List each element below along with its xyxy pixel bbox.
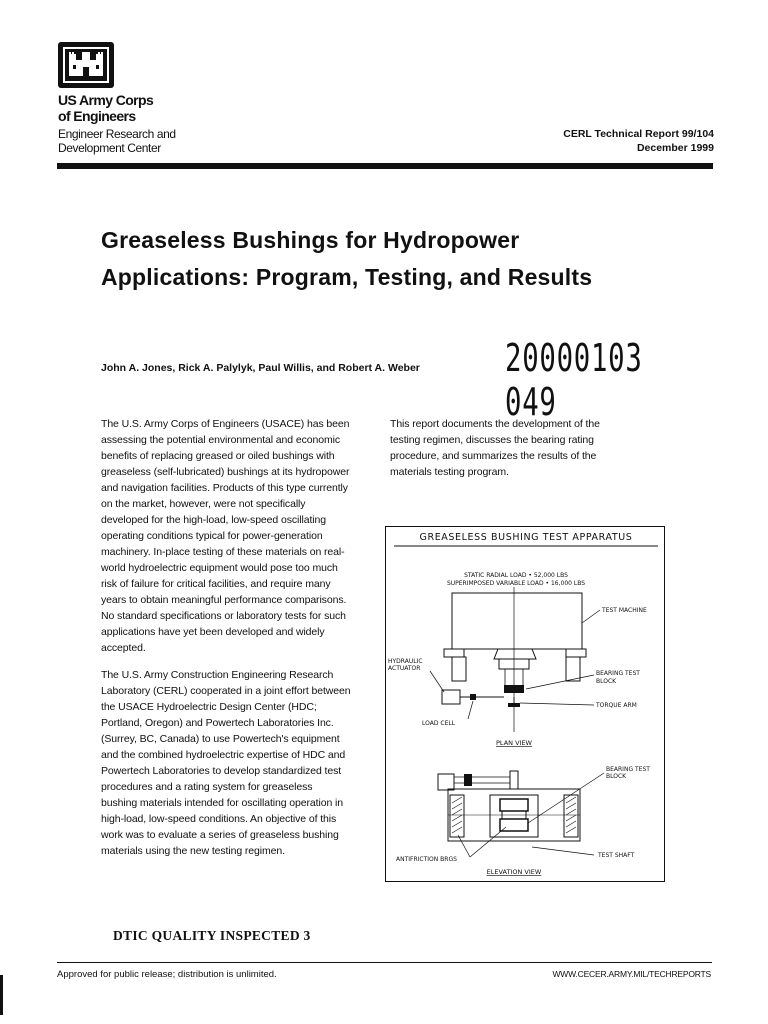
paragraph-intro: The U.S. Army Corps of Engineers (USACE) has been assessing the potential environmental and economic benefits of replacing greased or oiled bushings with greaseless (self-lubricated) bushings at its hydropower and navigation facilities. Products of this type currently on the market, however, were not specifically developed for the high-load, low-speed oscillating operating conditions typical for power-generation machinery. In-place testing of these materials on real-world hydroelectric equipment would pose too much risk of failure for critical facilities, and require many years to obtain meaningful performance comparisons. No standard specifications or laboratory tests for such applications have yet been developed and widely accepted. [101,418,350,654]
dtic-inspection-stamp: DTIC QUALITY INSPECTED 3 [113,928,311,943]
test-apparatus-figure [385,526,665,882]
left-column [101,416,351,870]
authors: John A. Jones, Rick A. Palylyk, Paul Willis, and Robert A. Weber [101,362,420,374]
agency-name-line1: US Army Corps [58,92,154,108]
footer-rule [57,962,712,963]
bearing-test-block-label-elev-1: BEARING TEST [606,766,650,773]
bearing-test-block-label-plan-1: BEARING TEST [596,670,640,677]
scan-edge-mark [0,975,3,1015]
antifriction-bearings-label: ANTIFRICTION BRGS [396,856,457,863]
actuator-label: ACTUATOR [388,665,421,672]
figure-title: GREASELESS BUSHING TEST APPARATUS [419,532,633,543]
paragraph-cerl: The U.S. Army Construction Engineering Research Laboratory (CERL) cooperated in a joint effort between the USACE Hydroelectric Design Center (HDC; Portland, Oregon) and Powertech Laboratories Inc. (Surrey, BC, Canada) to use Powertech's equipment and the combined hydroelectric expertise of HDC and Powertech Laboratories to develop standardized test procedures and a rating system for greaseless bushing materials intended for oscillating operation in high-load, low-speed conditions. An objective of this work was to evaluate a series of greaseless bushing materials using the new testing regimen. [101,669,351,857]
report-title: Greaseless Bushings for Hydropower Applications: Program, Testing, and Results [101,227,593,290]
center-name-line2: Development Center [58,141,161,155]
report-date: December 1999 [636,142,714,154]
torque-arm-label: TORQUE ARM [596,702,637,709]
variable-load-label: SUPERIMPOSED VARIABLE LOAD • 16,000 LBS [446,580,586,587]
load-cell-label: LOAD CELL [422,720,456,727]
distribution-statement: Approved for public release; distribution is unlimited. [57,969,277,980]
right-column [390,416,630,491]
hydraulic-label: HYDRAULIC [388,658,423,665]
footer-url-link[interactable]: WWW.CECER.ARMY.MIL/TECHREPORTS [552,969,711,979]
paragraph-summary: This report documents the development of the testing regimen, discusses the bearing rating procedure, and summarizes the results of the materials testing program. [390,418,600,478]
test-machine-label: TEST MACHINE [602,607,647,614]
static-load-label: STATIC RADIAL LOAD • 52,000 LBS [464,572,568,579]
agency-name-line2: of Engineers [58,108,136,124]
plan-view-label: PLAN VIEW [496,739,532,747]
bearing-test-block-label-elev-2: BLOCK [606,773,627,780]
center-name-line1: Engineer Research and [58,127,176,141]
corps-castle-logo [58,42,114,88]
header-rule [57,163,713,169]
bearing-test-block-label-plan-2: BLOCK [596,678,617,685]
elevation-view-label: ELEVATION VIEW [486,868,542,876]
report-number: CERL Technical Report 99/104 [563,128,714,140]
test-shaft-label: TEST SHAFT [598,852,635,859]
apparatus-diagram [386,527,666,883]
document-accession-number: 20000103 049 [505,336,643,424]
